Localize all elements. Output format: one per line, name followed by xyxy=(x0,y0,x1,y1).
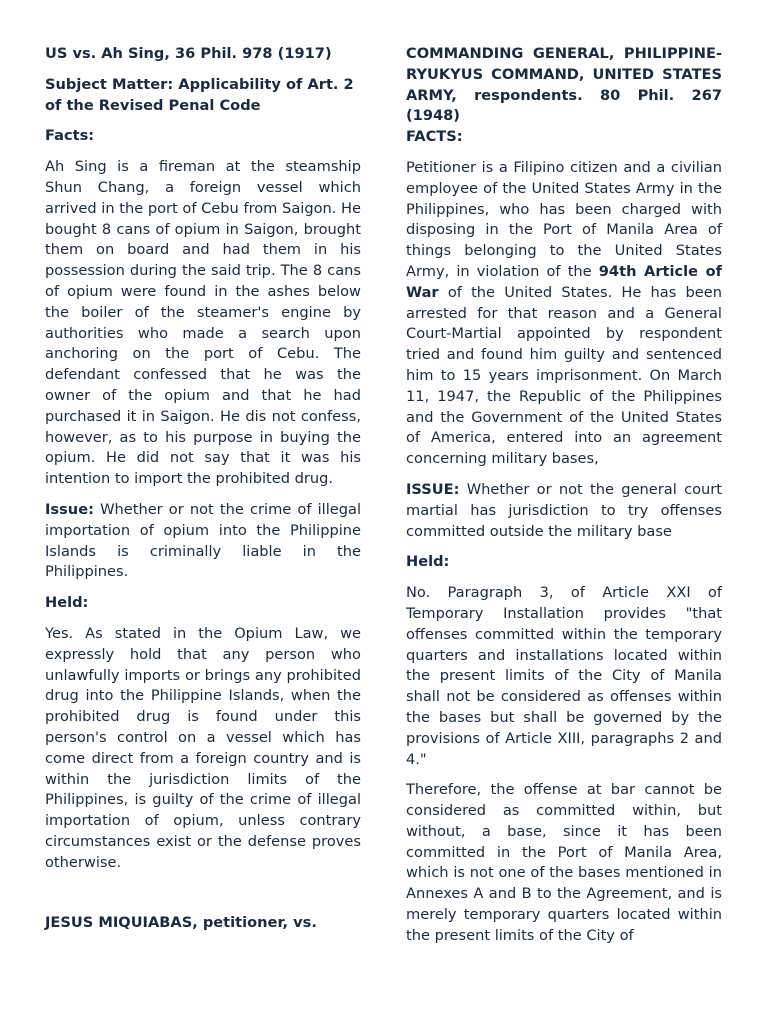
case1-title: US vs. Ah Sing, 36 Phil. 978 (1917) xyxy=(45,45,332,62)
case2-issue-text: Whether or not the general court martial has jurisdiction to try offenses committed outside the military base xyxy=(406,480,722,540)
case2-facts-text-a: Petitioner is a Filipino citizen and a civilian employee of the United States Army in the Philippines, who has been charged with disposing in the Port of Manila Area of things belonging to the United States Army, in violation of the xyxy=(406,158,722,280)
case2-title-start: JESUS MIQUIABAS, petitioner, vs. xyxy=(45,914,317,932)
case1-subject-matter: Subject Matter: Applicability of Art. 2 of the Revised Penal Code xyxy=(45,75,354,114)
section-gap xyxy=(45,883,361,913)
case2-therefore-text: Therefore, the offense at bar cannot be considered as committed within, but without, a base, since it has been committed in the Port of Manila Area, which is not one of the bases mentioned in Annexes A and B to the Agreement, and is merely temporary quarters located within the present limits of the City of xyxy=(406,781,722,944)
case2-held-label: Held: xyxy=(406,553,450,571)
case1-issue xyxy=(45,500,361,583)
case2-facts-text xyxy=(406,158,722,470)
case2-facts-text-b: of the United States. He has been arrested for that reason and a General Court-Martial appointed by respondent tried and found him guilty and sentenced him to 15 years imprisonment. On March 11, 1947, the Republic of the Philippines and the Government of the United States of America, entered into an agreement concerning military bases, xyxy=(406,283,722,468)
case2-issue-label: ISSUE: xyxy=(406,480,460,498)
case1-facts-text: Ah Sing is a fireman at the steamship Shun Chang, a foreign vessel which arrived in the port of Cebu from Saigon. He bought 8 cans of opium in Saigon, brought them on board and had them in his possession during the said trip. The 8 cans of opium were found in the ashes below the boiler of the steamer's engine by authorities who made a search upon anchoring on the port of Cebu. The defendant confessed that he was the owner of the opium and that he had purchased it in Saigon. He dis not confess, however, as to his purpose in buying the opium. He did not say that it was his intention to import the prohibited drug. xyxy=(45,158,361,488)
case2-facts-bold: 94th Article of War xyxy=(406,262,723,301)
left-column xyxy=(45,44,361,944)
case1-issue-label: Issue: xyxy=(45,500,94,518)
case1-issue-text: Whether or not the crime of illegal importation of opium into the Philippine Islands is criminally liable in the Philippines. xyxy=(45,500,361,581)
case2-issue xyxy=(406,480,722,542)
case2-facts-label: FACTS: xyxy=(406,128,463,146)
case1-held-label: Held: xyxy=(45,594,89,612)
case2-held-text: No. Paragraph 3, of Article XXI of Temporary Installation provides "that offenses committed within the temporary quarters and installations located within the present limits of the City of Manila shall not be considered as offenses within the bases but shall be governed by the provisions of Article XIII, paragraphs 2 and 4." xyxy=(406,584,722,768)
case1-held-text: Yes. As stated in the Opium Law, we expressly hold that any person who unlawfully imports or brings any prohibited drug into the Philippine Islands, when the prohibited drug is found under this person's control on a vessel which has come direct from a foreign country and is within the jurisdiction limits of the Philippines, is guilty of the crime of illegal importation of opium, unless contrary circumstances exist or the defense proves otherwise. xyxy=(45,624,361,871)
case2-title-continued: COMMANDING GENERAL, PHILIPPINE-RYUKYUS COMMAND, UNITED STATES ARMY, respondents. 80 Phil. 267 (1948) xyxy=(406,45,722,125)
case1-facts-label: Facts: xyxy=(45,127,95,145)
right-column xyxy=(406,44,722,957)
